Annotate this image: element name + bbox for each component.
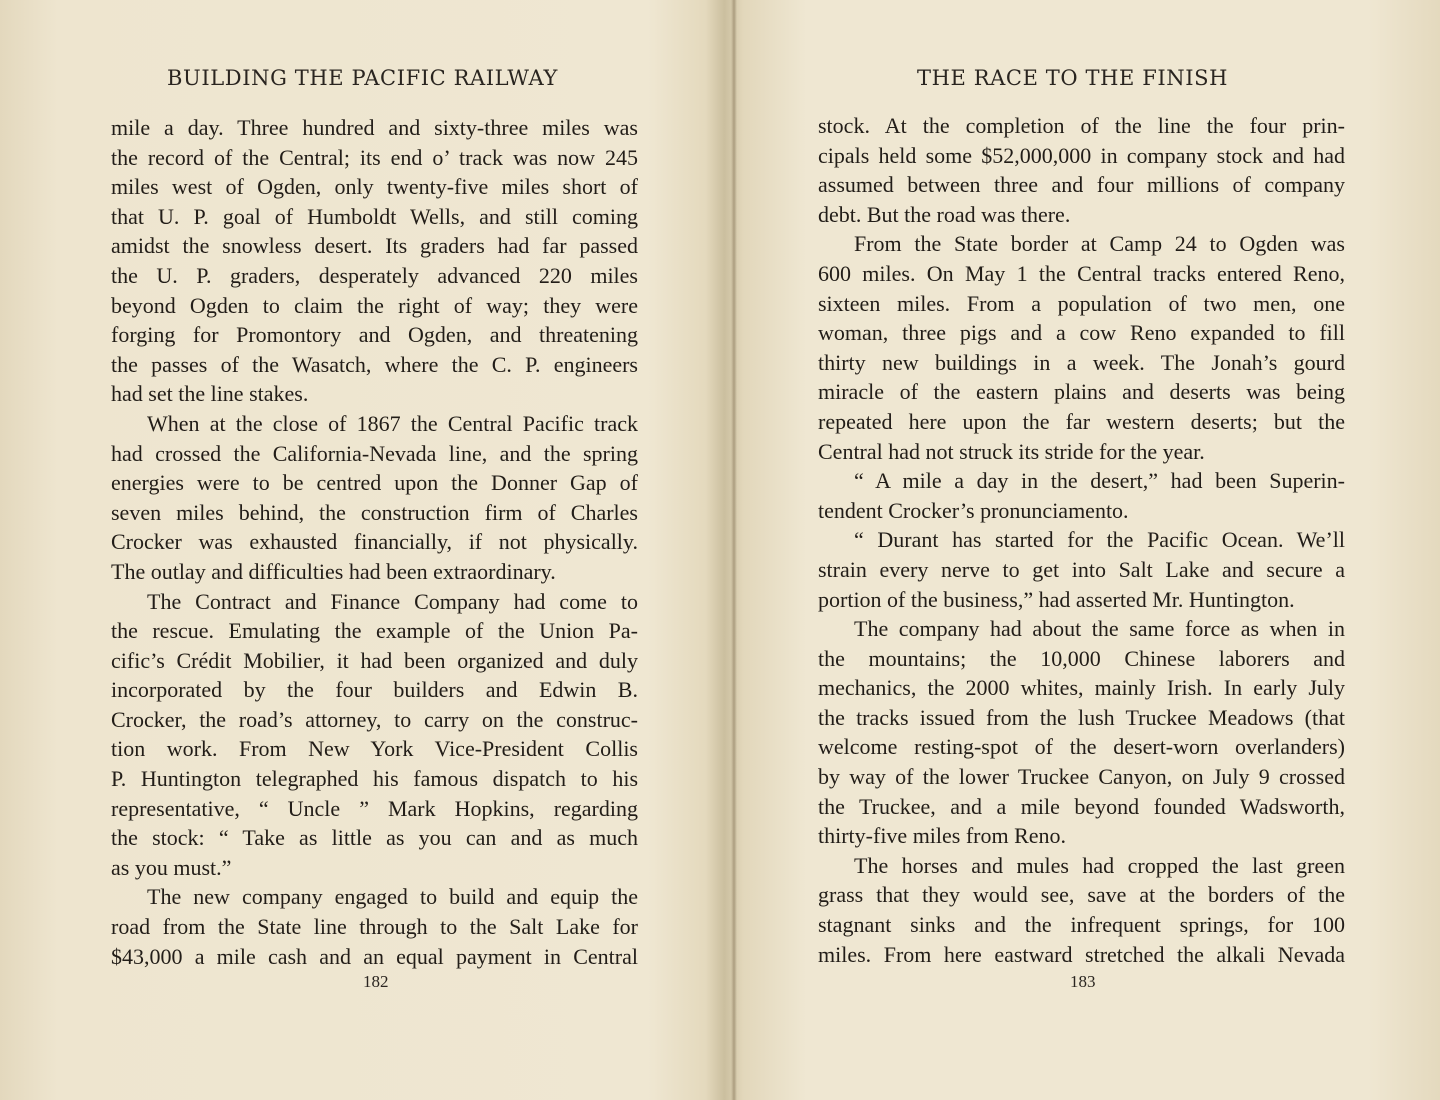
text-line: tendent Crocker’s pronunciamento.	[818, 497, 1129, 523]
text-line: assumed between three and four millions of company	[818, 172, 1345, 198]
text-line: Central had not struck its stride for the year.	[818, 438, 1205, 464]
text-line: The horses and mules had cropped the last green	[854, 852, 1345, 878]
text-line: the tracks issued from the lush Truckee Meadows (that	[818, 704, 1345, 730]
text-line: Crocker, the road’s attorney, to carry on the construc-	[111, 706, 638, 732]
text-line: seven miles behind, the construction firm of Charles	[111, 499, 638, 525]
text-line: debt. But the road was there.	[818, 201, 1071, 227]
text-line: had set the line stakes.	[111, 381, 309, 407]
text-line: stock. At the completion of the line the four prin-	[818, 113, 1345, 138]
text-line: “ A mile a day in the desert,” had been Superin-	[854, 468, 1345, 494]
left-page-number: 182	[363, 972, 389, 991]
text-line: tion work. From New York Vice-President Collis	[111, 736, 638, 762]
text-line: road from the State line through to the Salt Lake for	[111, 914, 638, 940]
text-line: cific’s Crédit Mobilier, it had been organized and duly	[111, 647, 638, 673]
text-line: energies were to be centred upon the Donner Gap of	[111, 470, 638, 496]
text-line: forging for Promontory and Ogden, and threatening	[111, 322, 638, 348]
text-line: The company had about the same force as when in	[854, 616, 1345, 642]
text-line: When at the close of 1867 the Central Pacific track	[147, 410, 638, 436]
text-line: repeated here upon the far western deserts; but the	[818, 408, 1345, 434]
text-line: The new company engaged to build and equip the	[147, 884, 638, 910]
text-line: The outlay and difficulties had been extraordinary.	[111, 558, 556, 584]
text-line: $43,000 a mile cash and an equal payment in Central	[111, 943, 638, 969]
text-line: had crossed the California-Nevada line, and the spring	[111, 440, 638, 466]
text-line: “ Durant has started for the Pacific Ocean. We’ll	[854, 527, 1345, 553]
text-line: strain every nerve to get into Salt Lake and secure a	[818, 556, 1345, 582]
text-line: cipals held some $52,000,000 in company stock and had	[818, 142, 1345, 168]
text-line: welcome resting-spot of the desert-worn overlanders)	[818, 734, 1345, 760]
text-line: miles west of Ogden, only twenty-five miles short of	[111, 174, 638, 200]
text-line: stagnant sinks and the infrequent springs, for 100	[818, 912, 1345, 938]
text-line: Crocker was exhausted financially, if not physically.	[111, 529, 638, 555]
text-line: P. Huntington telegraphed his famous dispatch to his	[111, 766, 638, 792]
text-line: sixteen miles. From a population of two men, one	[818, 290, 1345, 316]
text-line: the record of the Central; its end o’ track was now 245	[111, 144, 638, 170]
right-page-number: 183	[1070, 972, 1096, 991]
left-page-text	[111, 113, 638, 971]
text-line: mechanics, the 2000 whites, mainly Irish. In early July	[818, 675, 1345, 701]
text-line: portion of the business,” had asserted Mr. Huntington.	[818, 586, 1295, 612]
text-line: the passes of the Wasatch, where the C. P. engineers	[111, 351, 638, 377]
text-line: the mountains; the 10,000 Chinese laborers and	[818, 645, 1345, 671]
text-line: woman, three pigs and a cow Reno expanded to fill	[818, 320, 1345, 346]
text-line: beyond Ogden to claim the right of way; they were	[111, 292, 638, 318]
right-page-text	[818, 111, 1345, 969]
text-line: that U. P. goal of Humboldt Wells, and still coming	[111, 203, 638, 229]
text-line: representative, “ Uncle ” Mark Hopkins, regarding	[111, 795, 638, 821]
text-line: the rescue. Emulating the example of the Union Pa-	[111, 618, 638, 644]
text-line: From the State border at Camp 24 to Ogden was	[854, 231, 1345, 257]
text-line: incorporated by the four builders and Edwin B.	[111, 677, 638, 703]
right-page	[737, 0, 1440, 1100]
text-line: The Contract and Finance Company had come to	[147, 588, 638, 614]
text-line: miracle of the eastern plains and deserts was being	[818, 379, 1345, 405]
text-line: thirty-five miles from Reno.	[818, 823, 1067, 849]
text-line: miles. From here eastward stretched the alkali Nevada	[818, 941, 1345, 967]
text-line: grass that they would see, save at the borders of the	[818, 882, 1345, 908]
text-line: as you must.”	[111, 854, 232, 880]
left-running-head: BUILDING THE PACIFIC RAILWAY	[167, 66, 558, 90]
right-running-head: THE RACE TO THE FINISH	[917, 66, 1229, 90]
text-line: the U. P. graders, desperately advanced 220 miles	[111, 262, 638, 288]
text-line: thirty new buildings in a week. The Jonah’s gourd	[818, 349, 1345, 375]
text-line: mile a day. Three hundred and sixty-three miles was	[111, 115, 638, 140]
text-line: amidst the snowless desert. Its graders had far passed	[111, 233, 638, 259]
text-line: the Truckee, and a mile beyond founded Wadsworth,	[818, 793, 1345, 819]
text-line: 600 miles. On May 1 the Central tracks entered Reno,	[818, 260, 1345, 286]
text-line: the stock: “ Take as little as you can and as much	[111, 825, 638, 851]
text-line: by way of the lower Truckee Canyon, on July 9 crossed	[818, 764, 1345, 790]
